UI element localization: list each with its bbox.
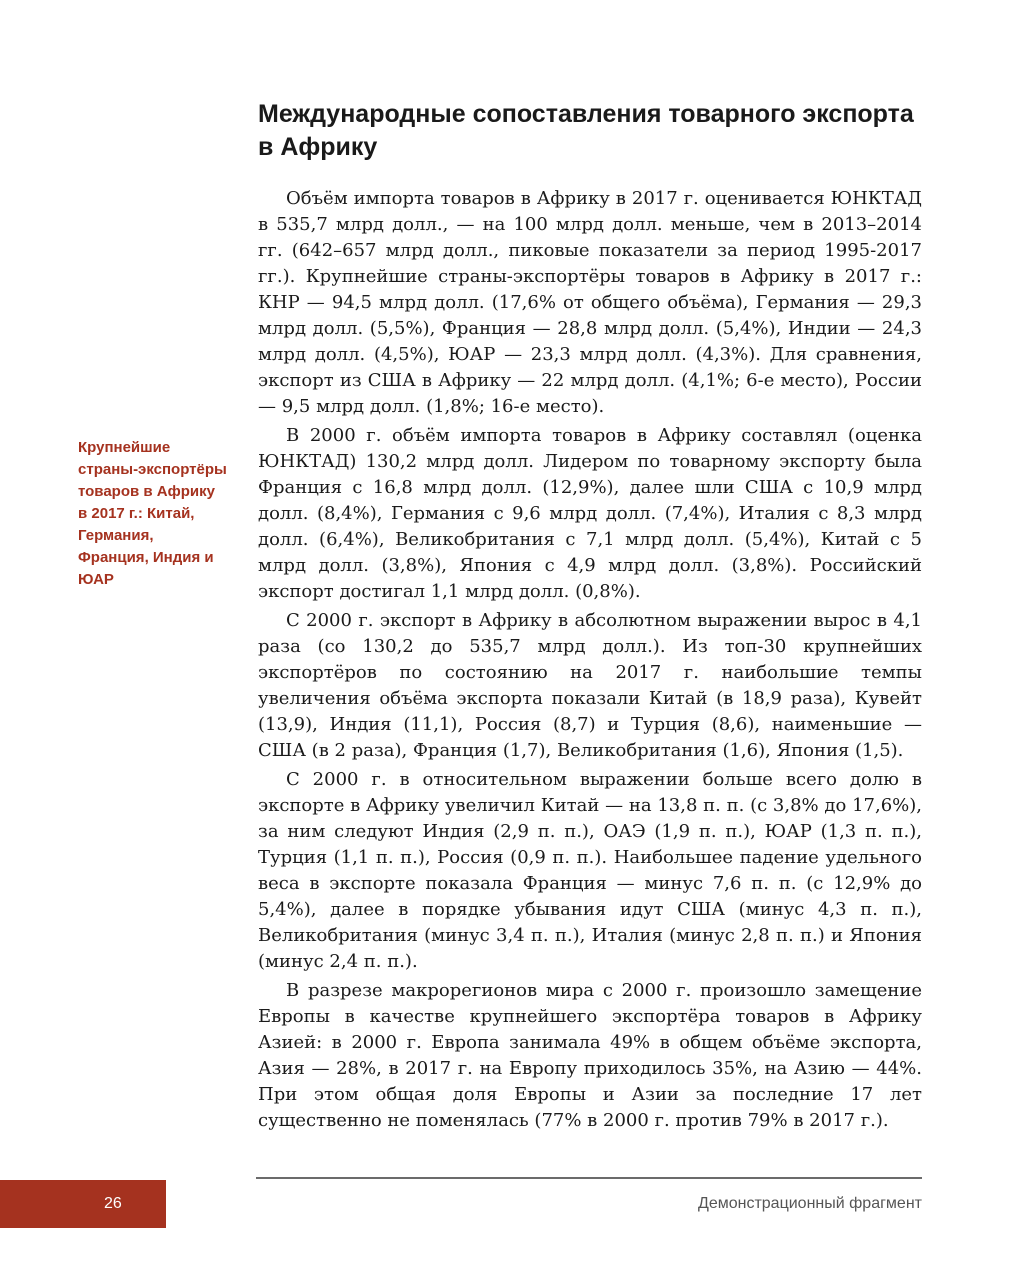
paragraph: В 2000 г. объём импорта товаров в Африку составлял (оценка ЮНКТАД) 130,2 млрд долл. Лидером по товарному экспорту была Франция с 16,8 млрд долл. (12,9%), далее шли США с 10,9 млрд долл. (8,4%), Германия с 9,6 млрд долл. (7,4%), Италия с 8,3 млрд долл. (6,4%), Великобритания с 7,1 млрд долл. (5,4%), Китай с 5 млрд долл. (3,8%), Япония с 4,9 млрд долл. (3,8%). Российский экспорт достигал 1,1 млрд долл. (0,8%). bbox=[258, 425, 922, 602]
paragraph: С 2000 г. в относительном выражении больше всего долю в экспорте в Африку увеличил Китай — на 13,8 п. п. (с 3,8% до 17,6%), за ним следуют Индия (2,9 п. п.), ОАЭ (1,9 п. п.), ЮАР (1,3 п. п.), Турция (1,1 п. п.), Россия (0,9 п. п.). Наибольшее падение удельного веса в экспорте показала Франция — минус 7,6 п. п. (с 12,9% до 5,4%), далее в порядке убывания идут США (минус 4,3 п. п.), Великобритания (минус 3,4 п. п.), Италия (минус 2,8 п. п.) и Япония (минус 2,4 п. п.). bbox=[258, 769, 922, 972]
paragraph: В разрезе макрорегионов мира с 2000 г. произошло замещение Европы в качестве крупнейшего экспортёра товаров в Африку Азией: в 2000 г. Европа занимала 49% в общем объёме экспорта, Азия — 28%, в 2017 г. на Европу приходилось 35%, на Азию — 44%. При этом общая доля Европы и Азии за последние 17 лет существенно не поменялась (77% в 2000 г. против 79% в 2017 г.). bbox=[258, 980, 922, 1131]
paragraph: С 2000 г. экспорт в Африку в абсолютном выражении вырос в 4,1 раза (со 130,2 до 535,7 млрд долл.). Из топ-30 крупнейших экспортёров по состоянию на 2017 г. наибольшие темпы увеличения объёма экспорта показали Китай (в 18,9 раза), Кувейт (13,9), Индия (11,1), Россия (8,7) и Турция (8,6), наименьшие — США (в 2 раза), Франция (1,7), Великобритания (1,6), Япония (1,5). bbox=[258, 610, 922, 761]
footer-rule bbox=[256, 1177, 922, 1179]
margin-note: Крупнейшие страны-экспортёры товаров в Африку в 2017 г.: Китай, Германия, Франция, Индия и ЮАР bbox=[78, 439, 227, 588]
page-number: 26 bbox=[0, 1180, 166, 1228]
body-text bbox=[258, 186, 922, 1137]
footer-label: Демонстрационный фрагмент bbox=[697, 1195, 922, 1212]
section-heading: Международные сопоставления товарного экспорта в Африку bbox=[258, 100, 914, 161]
paragraph: Объём импорта товаров в Африку в 2017 г. оценивается ЮНКТАД в 535,7 млрд долл., — на 100 млрд долл. меньше, чем в 2013–2014 гг. (642–657 млрд долл., пиковые показатели за период 1995-2017 гг.). Крупнейшие страны-экспортёры товаров в Африку в 2017 г.: КНР — 94,5 млрд долл. (17,6% от общего объёма), Германия — 29,3 млрд долл. (5,5%), Франция — 28,8 млрд долл. (5,4%), Индии — 24,3 млрд долл. (4,5%), ЮАР — 23,3 млрд долл. (4,3%). Для сравнения, экспорт из США в Африку — 22 млрд долл. (4,1%; 6-е место), России — 9,5 млрд долл. (1,8%; 16-е место). bbox=[258, 188, 922, 417]
